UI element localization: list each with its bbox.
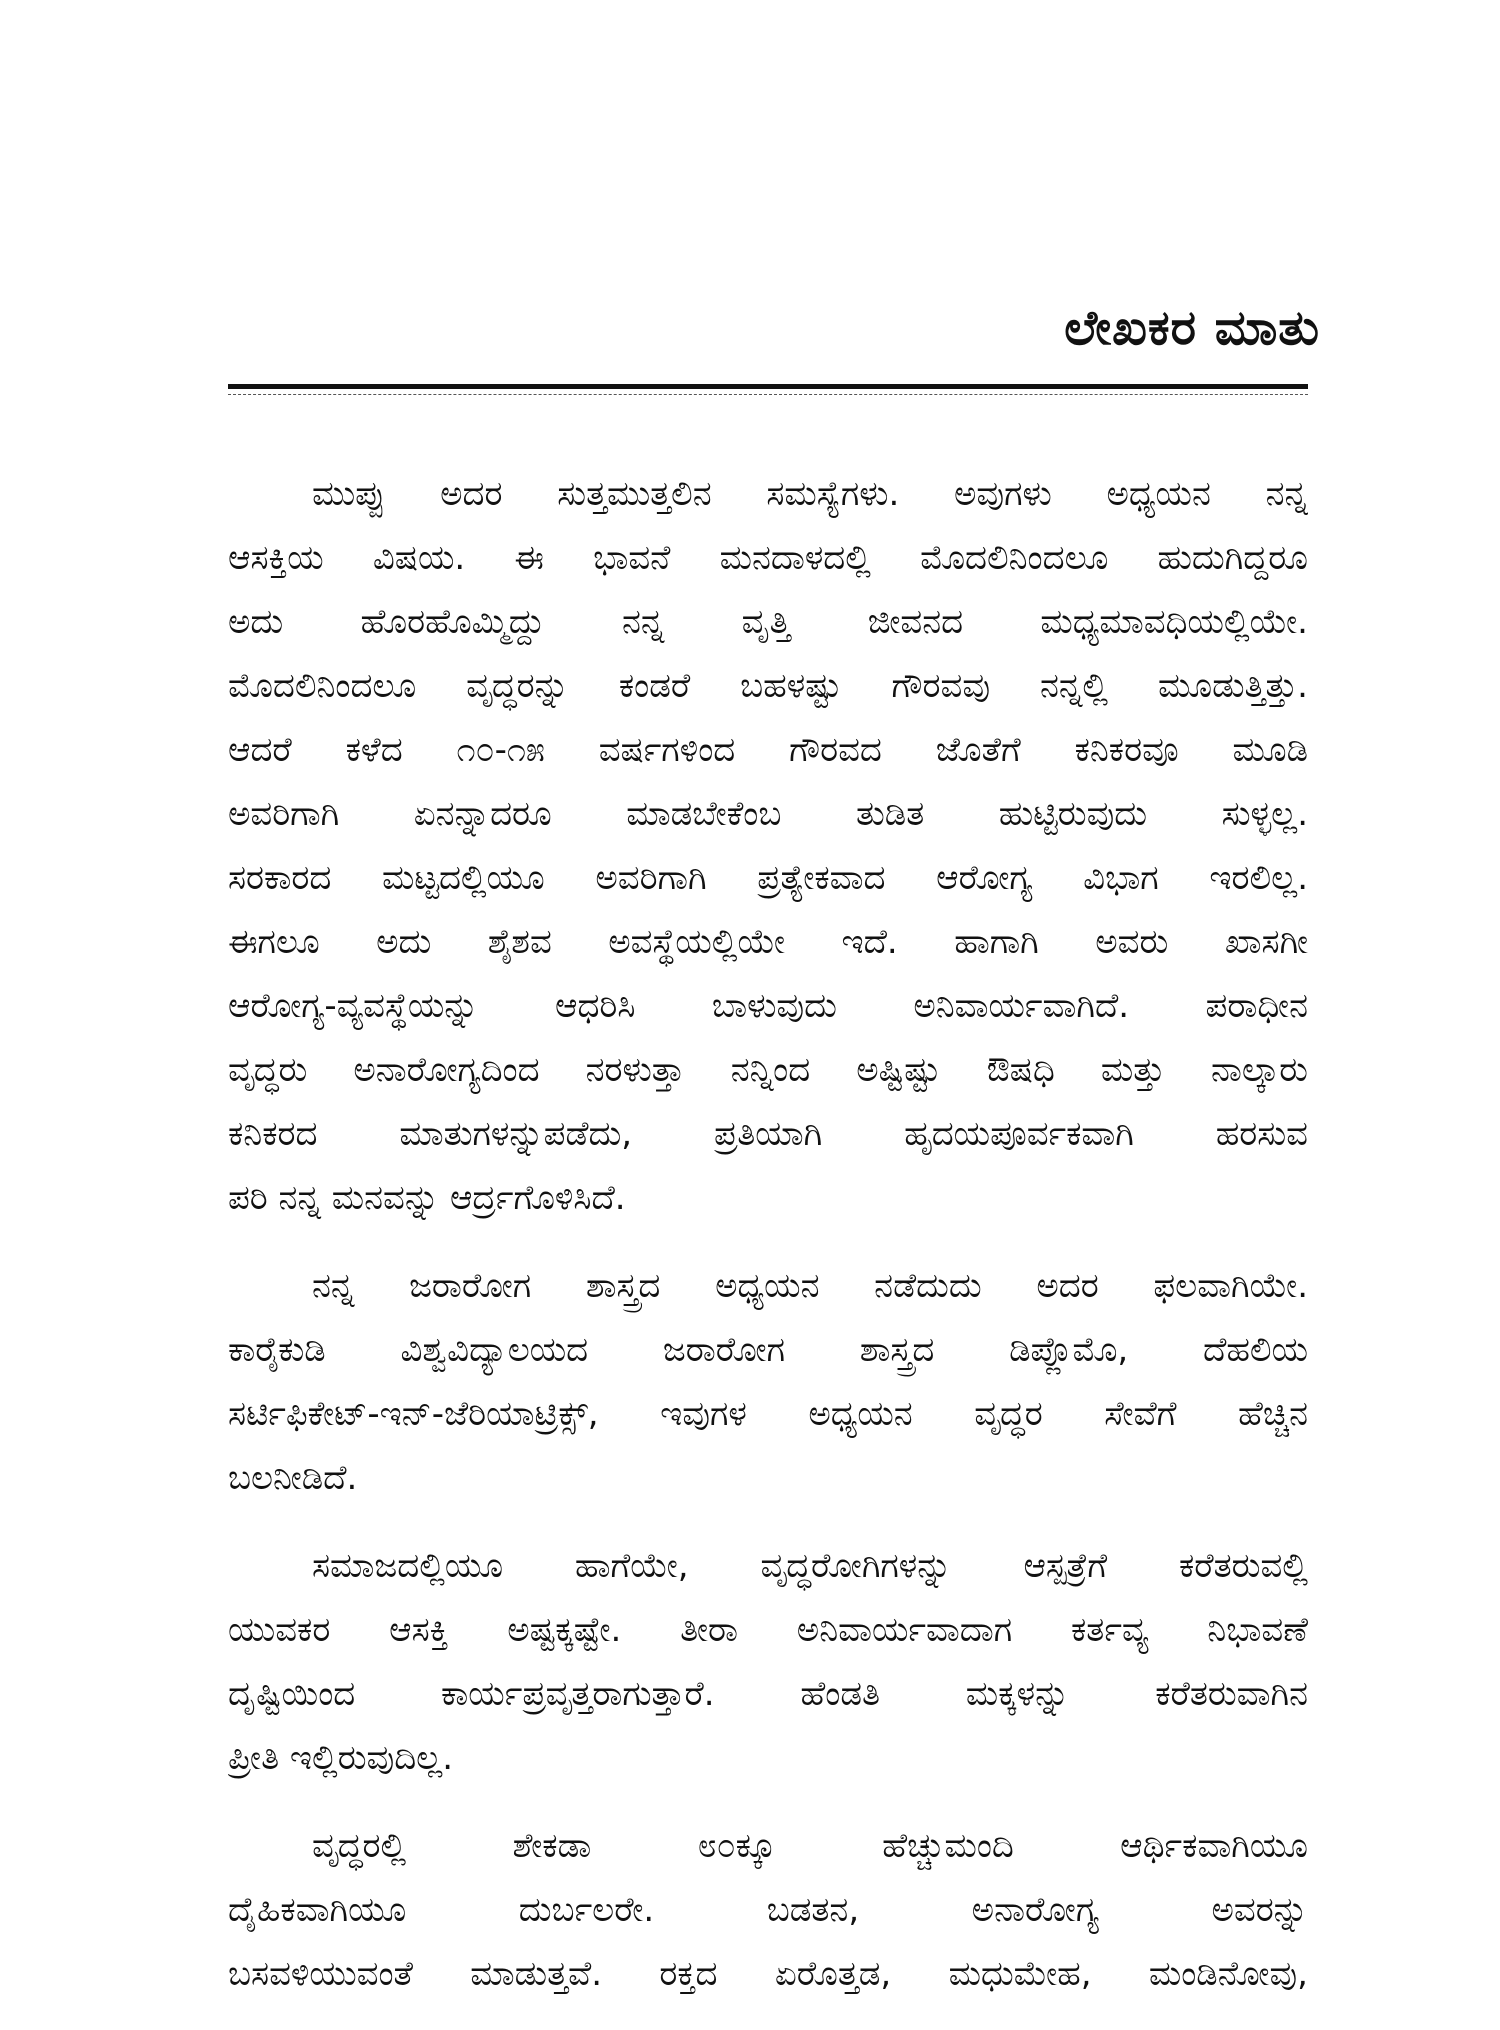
text-line: ಬಸವಳಿಯುವಂತೆ ಮಾಡುತ್ತವೆ. ರಕ್ತದ ಏರೊತ್ತಡ, ಮಧುಮೇಹ, ಮಂಡಿನೋವು, (228, 1954, 1308, 1994)
paragraph-1 (228, 462, 1308, 1230)
text-line: ದೈಹಿಕವಾಗಿಯೂ ದುರ್ಬಲರೇ. ಬಡತನ, ಅನಾರೋಗ್ಯ ಅವರನ್ನು (228, 1890, 1308, 1930)
body-text (228, 462, 1308, 2030)
text-line: ಈಗಲೂ ಅದು ಶೈಶವ ಅವಸ್ಥೆಯಲ್ಲಿಯೇ ಇದೆ. ಹಾಗಾಗಿ ಅವರು ಖಾಸಗೀ (228, 922, 1308, 962)
text-line: ದೃಷ್ಟಿಯಿಂದ ಕಾರ್ಯಪ್ರವೃತ್ತರಾಗುತ್ತಾರೆ. ಹೆಂಡತಿ ಮಕ್ಕಳನ್ನು ಕರೆತರುವಾಗಿನ (228, 1674, 1308, 1714)
paragraph-2 (228, 1254, 1308, 1510)
page-title: ಲೇಖಕರ ಮಾತು (1064, 300, 1320, 356)
text-line: ಕಾರೈಕುಡಿ ವಿಶ್ವವಿದ್ಯಾಲಯದ ಜರಾರೋಗ ಶಾಸ್ತ್ರದ ಡಿಪ್ಲೊಮೊ, ದೆಹಲಿಯ (228, 1330, 1308, 1370)
text-line: ನನ್ನ ಜರಾರೋಗ ಶಾಸ್ತ್ರದ ಅಧ್ಯಯನ ನಡೆದುದು ಅದರ ಫಲವಾಗಿಯೇ. (312, 1266, 1308, 1306)
text-line: ಸರ್ಟಿಫಿಕೇಟ್-ಇನ್-ಜೆರಿಯಾಟ್ರಿಕ್ಸ್, ಇವುಗಳ ಅಧ್ಯಯನ ವೃದ್ಧರ ಸೇವೆಗೆ ಹೆಚ್ಚಿನ (228, 1394, 1308, 1434)
text-line: ಅದು ಹೊರಹೊಮ್ಮಿದ್ದು ನನ್ನ ವೃತ್ತಿ ಜೀವನದ ಮಧ್ಯಮಾವಧಿಯಲ್ಲಿಯೇ. (228, 602, 1308, 642)
text-line: ಸರಕಾರದ ಮಟ್ಟದಲ್ಲಿಯೂ ಅವರಿಗಾಗಿ ಪ್ರತ್ಯೇಕವಾದ ಆರೋಗ್ಯ ವಿಭಾಗ ಇರಲಿಲ್ಲ. (228, 858, 1308, 898)
text-line: ಆರೋಗ್ಯ-ವ್ಯವಸ್ಥೆಯನ್ನು ಆಧರಿಸಿ ಬಾಳುವುದು ಅನಿವಾರ್ಯವಾಗಿದೆ. ಪರಾಧೀನ (228, 986, 1308, 1026)
text-line: ವೃದ್ಧರಲ್ಲಿ ಶೇಕಡಾ ೮೦ಕ್ಕೂ ಹೆಚ್ಚುಮಂದಿ ಆರ್ಥಿಕವಾಗಿಯೂ (312, 1826, 1308, 1866)
paragraph-4 (228, 1814, 1308, 2006)
text-line: ಅವರಿಗಾಗಿ ಏನನ್ನಾದರೂ ಮಾಡಬೇಕೆಂಬ ತುಡಿತ ಹುಟ್ಟಿರುವುದು ಸುಳ್ಳಲ್ಲ. (228, 794, 1308, 834)
paragraph-3 (228, 1534, 1308, 1790)
text-line: ಸಮಾಜದಲ್ಲಿಯೂ ಹಾಗೆಯೇ, ವೃದ್ಧರೋಗಿಗಳನ್ನು ಆಸ್ಪತ್ರೆಗೆ ಕರೆತರುವಲ್ಲಿ (312, 1546, 1308, 1586)
text-line: ಮುಪ್ಪು ಅದರ ಸುತ್ತಮುತ್ತಲಿನ ಸಮಸ್ಯೆಗಳು. ಅವುಗಳು ಅಧ್ಯಯನ ನನ್ನ (312, 474, 1308, 514)
text-line: ಕನಿಕರದ ಮಾತುಗಳನ್ನುಪಡೆದು, ಪ್ರತಿಯಾಗಿ ಹೃದಯಪೂರ್ವಕವಾಗಿ ಹರಸುವ (228, 1114, 1308, 1154)
text-line: ಆದರೆ ಕಳೆದ ೧೦-೧೫ ವರ್ಷಗಳಿಂದ ಗೌರವದ ಜೊತೆಗೆ ಕನಿಕರವೂ ಮೂಡಿ (228, 730, 1308, 770)
text-line: ಯುವಕರ ಆಸಕ್ತಿ ಅಷ್ಟಕ್ಕಷ್ಟೇ. ತೀರಾ ಅನಿವಾರ್ಯವಾದಾಗ ಕರ್ತವ್ಯ ನಿಭಾವಣೆ (228, 1610, 1308, 1650)
text-line: ವೃದ್ಧರು ಅನಾರೋಗ್ಯದಿಂದ ನರಳುತ್ತಾ ನನ್ನಿಂದ ಅಷ್ಟಿಷ್ಟು ಔಷಧಿ ಮತ್ತು ನಾಲ್ಕಾರು (228, 1050, 1308, 1090)
text-line: ಪರಿ ನನ್ನ ಮನವನ್ನು ಆರ್ದ್ರಗೊಳಿಸಿದೆ. (228, 1178, 626, 1218)
heading-rule-thin (228, 394, 1308, 395)
text-line: ಆಸಕ್ತಿಯ ವಿಷಯ. ಈ ಭಾವನೆ ಮನದಾಳದಲ್ಲಿ ಮೊದಲಿನಿಂದಲೂ ಹುದುಗಿದ್ದರೂ (228, 538, 1308, 578)
heading-rule-thick (228, 384, 1308, 389)
text-line: ಮೊದಲಿನಿಂದಲೂ ವೃದ್ಧರನ್ನು ಕಂಡರೆ ಬಹಳಷ್ಟು ಗೌರವವು ನನ್ನಲ್ಲಿ ಮೂಡುತ್ತಿತ್ತು. (228, 666, 1308, 706)
text-line: ಪ್ರೀತಿ ಇಲ್ಲಿರುವುದಿಲ್ಲ. (228, 1738, 454, 1778)
text-line: ಬಲನೀಡಿದೆ. (228, 1458, 358, 1498)
